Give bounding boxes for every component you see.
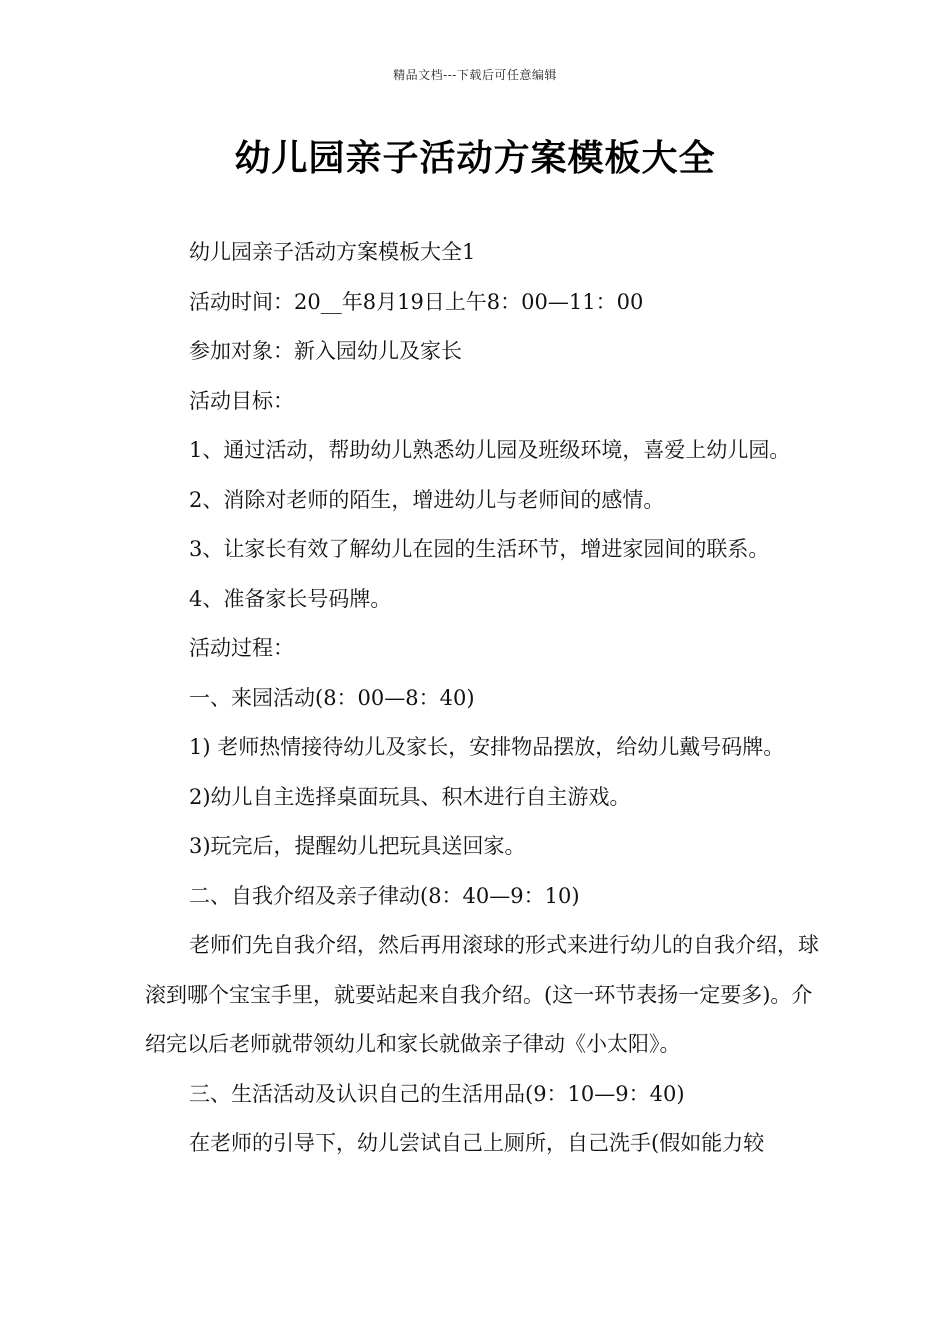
header-note: 精品文档---下载后可任意编辑: [393, 68, 557, 82]
paragraph-step-3: 3)玩完后，提醒幼儿把玩具送回家。: [189, 834, 526, 858]
document-body: [145, 228, 825, 1169]
paragraph-step-1: 1) 老师热情接待幼儿及家长，安排物品摆放，给幼儿戴号码牌。: [189, 735, 785, 759]
paragraph-goal-3: 3、让家长有效了解幼儿在园的生活环节，增进家园间的联系。: [189, 537, 770, 561]
paragraph-goal-2: 2、消除对老师的陌生，增进幼儿与老师间的感情。: [189, 487, 665, 512]
paragraph-life-activity: 在老师的引导下，幼儿尝试自己上厕所，自己洗手(假如能力较: [189, 1131, 765, 1155]
paragraph-goal-4: 4、准备家长号码牌。: [189, 586, 392, 611]
paragraph-section-2: 二、自我介绍及亲子律动(8：40—9：10): [189, 883, 580, 908]
paragraph-participants: 参加对象：新入园幼儿及家长: [189, 339, 462, 363]
paragraph-process-heading: 活动过程：: [189, 636, 294, 660]
paragraph-section-1: 一、来园活动(8：00—8：40): [189, 685, 475, 710]
paragraph-activity-time: 活动时间：20__年8月19日上午8：00—11：00: [189, 289, 644, 314]
paragraph-goals-heading: 活动目标：: [189, 388, 294, 413]
paragraph-section-3: 三、生活活动及认识自己的生活用品(9：10—9：40): [189, 1081, 685, 1106]
paragraph-self-intro: 老师们先自我介绍，然后再用滚球的形式来进行幼儿的自我介绍，球滚到哪个宝宝手里，就要站起来自我介绍。(这一环节表扬一定要多)。介绍完以后老师就带领幼儿和家长就做亲子律动《小太阳》。: [145, 933, 819, 1056]
paragraph-subtitle: 幼儿园亲子活动方案模板大全1: [189, 240, 476, 264]
paragraph-goal-1: 1、通过活动，帮助幼儿熟悉幼儿园及班级环境，喜爱上幼儿园。: [189, 438, 791, 462]
document-title: 幼儿园亲子活动方案模板大全: [234, 138, 716, 179]
paragraph-step-2: 2)幼儿自主选择桌面玩具、积木进行自主游戏。: [189, 784, 631, 809]
